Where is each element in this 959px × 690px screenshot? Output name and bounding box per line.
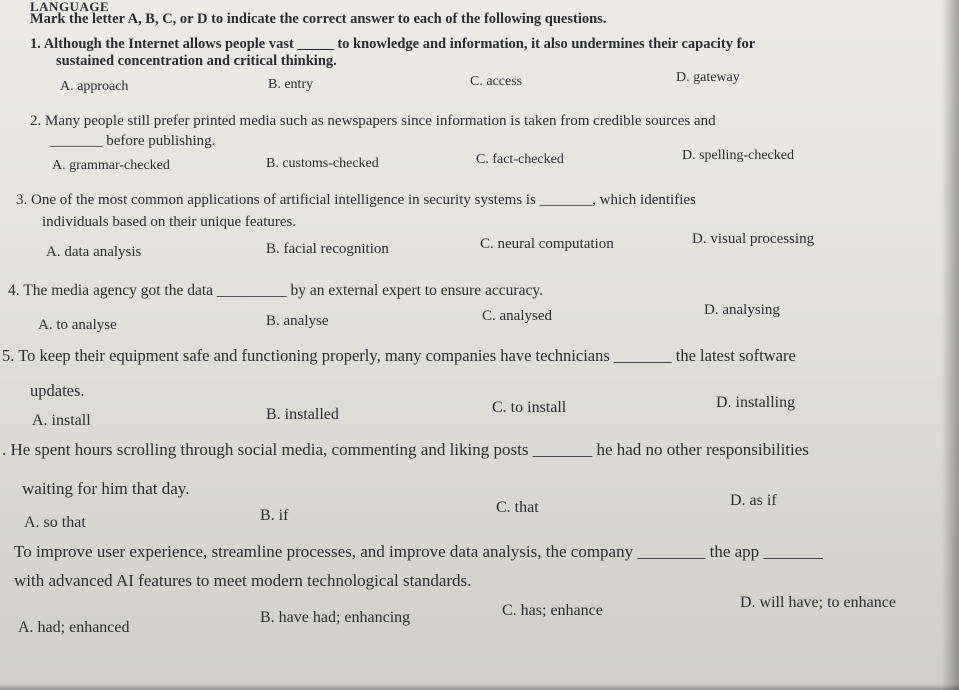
question-5-text-cont: updates.	[30, 381, 85, 400]
section-title: LANGUAGE	[30, 0, 110, 14]
question-3-text: 3. One of the most common applications of artificial intelligence in security systems is _______, which identifies	[16, 192, 696, 208]
q3-option-a[interactable]: A. data analysis	[46, 244, 142, 260]
q7-option-b[interactable]: B. have had; enhancing	[260, 609, 411, 626]
q3-option-d[interactable]: D. visual processing	[692, 231, 815, 247]
q2-option-c[interactable]: C. fact-checked	[476, 152, 564, 167]
q1-option-a[interactable]: A. approach	[60, 79, 129, 94]
q4-option-b[interactable]: B. analyse	[266, 313, 329, 329]
question-7-text: To improve user experience, streamline processes, and improve data analysis, the company ________ the app _______	[14, 542, 823, 561]
page-edge-shadow	[941, 0, 959, 690]
q3-option-b[interactable]: B. facial recognition	[266, 241, 389, 257]
q1-option-d[interactable]: D. gateway	[676, 70, 740, 85]
q5-option-d[interactable]: D. installing	[716, 394, 796, 411]
question-2-text-cont: _______ before publishing.	[50, 133, 216, 149]
question-6-text-cont: waiting for him that day.	[22, 479, 190, 498]
q2-option-b[interactable]: B. customs-checked	[266, 156, 379, 171]
question-2-text: 2. Many people still prefer printed media such as newspapers since information is taken from credible sources and	[30, 113, 716, 129]
question-1-text-cont: sustained concentration and critical thinking.	[56, 53, 337, 69]
question-3-text-cont: individuals based on their unique features.	[42, 214, 297, 230]
q3-option-c[interactable]: C. neural computation	[480, 236, 614, 252]
question-1-text: 1. Although the Internet allows people vast _____ to knowledge and information, it also undermines their capacity for	[30, 36, 756, 52]
q6-option-d[interactable]: D. as if	[730, 492, 777, 509]
q2-option-a[interactable]: A. grammar-checked	[52, 158, 170, 173]
q4-option-d[interactable]: D. analysing	[704, 302, 780, 318]
q6-option-b[interactable]: B. if	[260, 507, 289, 524]
q6-option-c[interactable]: C. that	[496, 499, 539, 516]
q5-option-b[interactable]: B. installed	[266, 406, 339, 423]
question-4-text: 4. The media agency got the data _________ by an external expert to ensure accuracy.	[8, 282, 543, 299]
q7-option-a[interactable]: A. had; enhanced	[18, 619, 130, 636]
q7-option-c[interactable]: C. has; enhance	[502, 602, 603, 619]
q5-option-a[interactable]: A. install	[32, 412, 91, 429]
question-6-text: . He spent hours scrolling through social media, commenting and liking posts _______ he had no other responsibilities	[2, 440, 809, 459]
instruction: Mark the letter A, B, C, or D to indicate the correct answer to each of the following questions.	[30, 11, 607, 27]
q6-option-a[interactable]: A. so that	[24, 514, 86, 531]
page-bottom-edge	[0, 684, 959, 690]
q2-option-d[interactable]: D. spelling-checked	[682, 148, 794, 163]
q1-option-b[interactable]: B. entry	[268, 77, 314, 92]
q5-option-c[interactable]: C. to install	[492, 399, 567, 416]
question-7-text-cont: with advanced AI features to meet modern technological standards.	[14, 571, 472, 590]
q4-option-a[interactable]: A. to analyse	[38, 317, 117, 333]
q1-option-c[interactable]: C. access	[470, 74, 523, 89]
question-5-text: 5. To keep their equipment safe and functioning properly, many companies have technicians _______ the latest software	[2, 346, 796, 365]
q7-option-d[interactable]: D. will have; to enhance	[740, 594, 896, 611]
q4-option-c[interactable]: C. analysed	[482, 308, 552, 324]
